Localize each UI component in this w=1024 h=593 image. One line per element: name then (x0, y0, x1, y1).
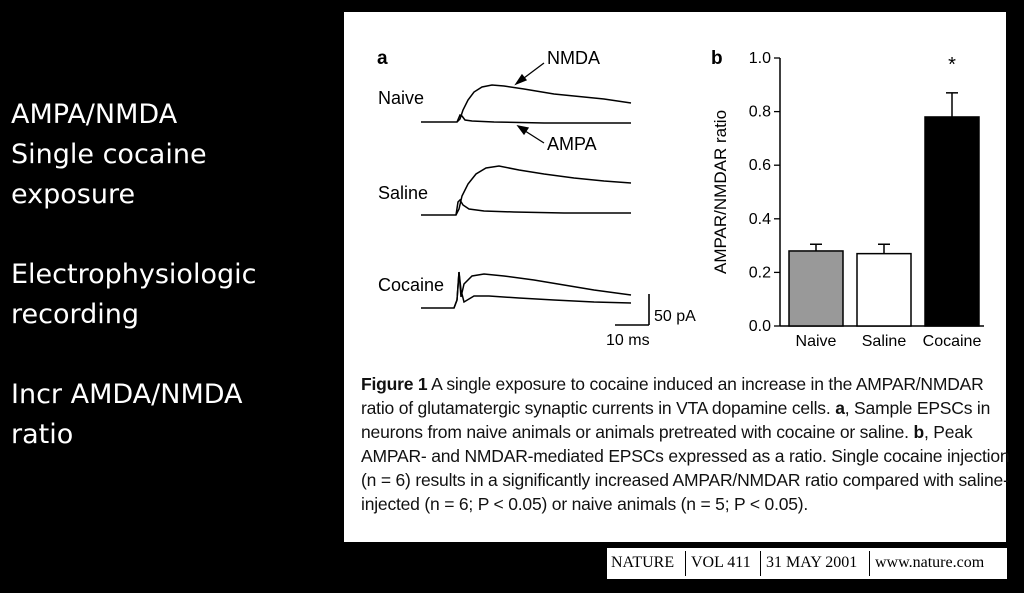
caption-a-label: a (835, 398, 845, 418)
scale-bar (615, 294, 649, 325)
source-journal: NATURE (611, 554, 675, 571)
bullet-line: exposure (11, 179, 136, 210)
source-date: 31 MAY 2001 (766, 554, 858, 571)
slide-bullet-1 (11, 95, 207, 215)
significance-marker: * (948, 53, 956, 76)
x-tick-label: Naive (795, 333, 837, 350)
caption-text-1: A single exposure to cocaine induced an increase in the AMPAR/NMDAR ratio of glutamatergic synaptic currents in VTA dopamine cells. (361, 374, 984, 418)
figure-caption (361, 372, 1011, 516)
label-cocaine: Cocaine (378, 275, 445, 295)
scale-time-label: 10 ms (606, 332, 650, 349)
trace-saline-nmda (421, 166, 631, 215)
trace-naive-nmda (421, 85, 631, 122)
label-naive: Naive (378, 88, 425, 108)
bar-saline (857, 254, 911, 326)
y-tick-label: 0.0 (748, 318, 771, 335)
caption-text-3: , Peak AMPAR- and NMDAR-mediated EPSCs expressed as a ratio. Single cocaine injection (n = 6) results in a significantly increased AMPAR/NMDAR ratio compared with saline-injected (n = 6; P < 0.05) or naive animals (n = 5; P < 0.05). (361, 422, 1010, 514)
trace-saline-ampa (456, 200, 631, 215)
y-tick-label: 0.6 (748, 157, 771, 175)
label-nmda: NMDA (547, 48, 600, 68)
bar-chart (711, 50, 984, 350)
label-ampa: AMPA (547, 134, 597, 154)
bullet-line: recording (11, 299, 139, 330)
y-tick-label: 1.0 (748, 50, 771, 67)
label-saline: Saline (378, 183, 429, 203)
source-volume: VOL 411 (691, 554, 751, 571)
figure-svg (344, 12, 1006, 372)
y-tick-label: 0.2 (748, 264, 771, 282)
caption-figure-label: Figure 1 (361, 374, 428, 394)
trace-naive-ampa (457, 115, 631, 123)
source-url: www.nature.com (875, 554, 985, 571)
nmda-arrow (516, 63, 544, 84)
panel-b-letter: b (711, 48, 723, 69)
trace-cocaine-ampa (454, 272, 631, 308)
bullet-line: AMPA/NMDA (11, 99, 178, 130)
x-tick-label: Saline (861, 333, 907, 350)
ampa-arrow (518, 126, 544, 143)
bar-naive (789, 251, 843, 326)
y-tick-label: 0.8 (748, 103, 771, 121)
slide-bullet-2 (11, 255, 256, 335)
bullet-line: Electrophysiologic (11, 259, 257, 290)
panel-a-letter: a (377, 48, 388, 69)
scale-amp-label: 50 pA (654, 308, 696, 325)
y-tick-label: 0.4 (748, 210, 771, 228)
source-citation (607, 548, 1007, 579)
y-axis-label: AMPAR/NMDAR ratio (711, 109, 730, 275)
x-tick-label: Cocaine (922, 333, 982, 350)
bar-cocaine (925, 117, 979, 326)
figure-panel (344, 12, 1010, 542)
bullet-line: ratio (11, 419, 74, 450)
caption-text-2: , Sample EPSCs in neurons from naive animals or animals pretreated with cocaine or saline. (361, 398, 991, 442)
caption-b-label: b (913, 422, 924, 442)
bullet-line: Incr AMDA/NMDA (11, 379, 243, 410)
bullet-line: Single cocaine (11, 139, 207, 170)
slide-bullet-3 (11, 375, 243, 455)
